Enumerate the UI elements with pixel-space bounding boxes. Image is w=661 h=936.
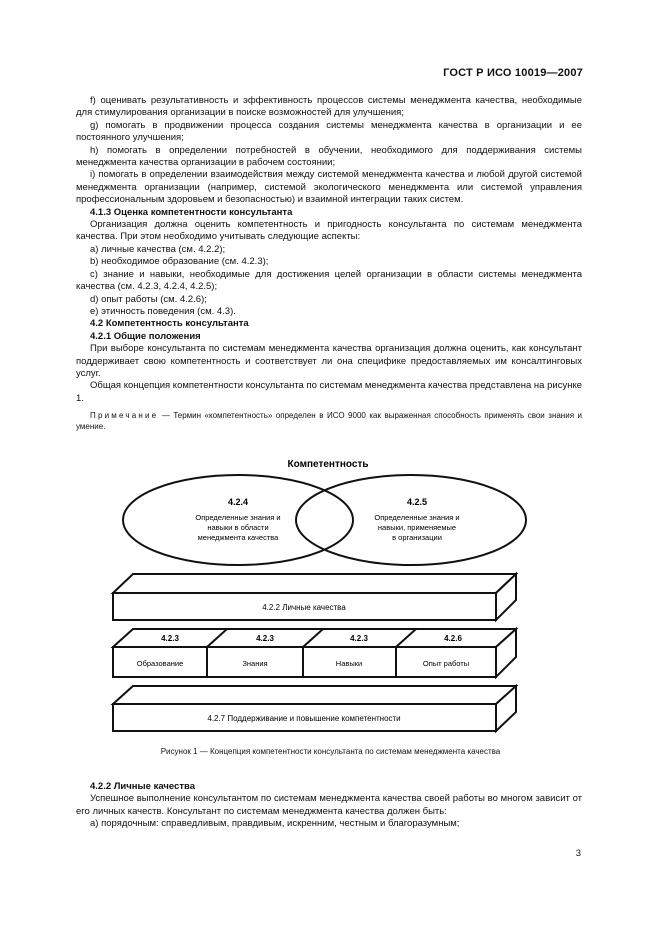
- box-maintain-label: 4.2.7 Поддерживание и повышение компетентности: [207, 714, 401, 723]
- paragraph: При выборе консультанта по системам менеджмента качества организация должна оценить, как консультант поддерживает свою компетентность и соответствует ли она специфике предоставляемых им консалтинговых услуг.: [76, 343, 582, 379]
- note-label: Примечание: [90, 411, 159, 421]
- cell-label-education: Образование: [136, 659, 184, 668]
- ellipse-right-line: Определенные знания и: [374, 513, 460, 522]
- cell-label-skills: Навыки: [335, 659, 363, 668]
- cell-number-skills: 4.2.3: [350, 634, 368, 643]
- ellipse-left-line: навыки в области: [207, 523, 269, 532]
- list-item: e) этичность поведения (см. 4.3).: [90, 305, 236, 317]
- list-item: b) необходимое образование (см. 4.2.3);: [90, 256, 269, 268]
- cell-label-experience: Опыт работы: [422, 659, 470, 668]
- section-heading-4-2: 4.2 Компетентность консультанта: [90, 318, 249, 330]
- paragraph: Успешное выполнение консультантом по системам менеджмента качества своей работы во многом зависит от его личных качеств. Консультант по системам менеджмента качества должен быть:: [76, 793, 582, 817]
- list-item: g) помогать в продвижении процесса создания системы менеджмента качества в организации и ее постоянного улучшения;: [76, 119, 582, 144]
- list-item: i) помогать в определении взаимодействия между системой менеджмента качества и любой другой системой менеджмента организации (например, системой экологического менеджмента или системой управления профессиональным здоровьем и безопасностью) и взаимной интеграции таких систем.: [76, 169, 582, 206]
- page-number: 3: [575, 848, 581, 859]
- box-personal-qualities: [113, 574, 516, 620]
- section-heading-4-2-1: 4.2.1 Общие положения: [90, 330, 201, 342]
- list-item: a) личные качества (см. 4.2.2);: [90, 243, 226, 255]
- cell-number-knowledge: 4.2.3: [256, 634, 274, 643]
- list-item: c) знание и навыки, необходимые для достижения целей организации в области системы менеджмента качества (см. 4.2.3, 4.2.4, 4.2.5);: [76, 268, 582, 293]
- body-text-continued: [76, 781, 582, 831]
- ellipse-left-line: Определенные знания и: [195, 513, 281, 522]
- note-text: — Термин «компетентность» определен в ИСО 9000 как выраженная способность применять свои знания и умение.: [76, 411, 582, 432]
- list-item: d) опыт работы (см. 4.2.6);: [90, 293, 207, 305]
- cell-label-knowledge: Знания: [242, 659, 268, 668]
- cell-number-experience: 4.2.6: [444, 634, 462, 643]
- paragraph: Организация должна оценить компетентность и пригодность консультанта по системам менеджмента качества. При этом необходимо учитывать следующие аспекты:: [76, 219, 582, 243]
- figure-title: Компетентность: [287, 459, 369, 470]
- ellipse-right-line: в организации: [392, 533, 442, 542]
- box-personal-label: 4.2.2 Личные качества: [262, 603, 346, 612]
- paragraph: Общая концепция компетентности консультанта по системам менеджмента качества представлена на рисунке 1.: [76, 380, 582, 404]
- ellipse-right-line: навыки, применяемые: [377, 523, 457, 532]
- standard-header: ГОСТ Р ИСО 10019—2007: [443, 67, 583, 79]
- section-heading-4-1-3: 4.1.3 Оценка компетентности консультанта: [90, 206, 293, 218]
- ellipse-left-line: менеджмента качества: [197, 533, 279, 542]
- box-maintain-competence: [113, 686, 516, 731]
- ellipse-right-number: 4.2.5: [406, 497, 428, 507]
- list-item: h) помогать в определении потребностей в обучении, необходимого для поддерживания системы менеджмента качества организации в рабочем состоянии;: [76, 144, 582, 169]
- list-item: f) оценивать результативность и эффективность процессов системы менеджмента качества, необходимые для стимулирования организации в поиске возможностей для улучшения;: [76, 95, 582, 119]
- ellipse-left-number: 4.2.4: [227, 497, 249, 507]
- list-item: a) порядочным: справедливым, правдивым, искренним, честным и благоразумным;: [90, 818, 460, 830]
- section-heading-4-2-2: 4.2.2 Личные качества: [90, 781, 195, 792]
- figure-caption: Рисунок 1 — Концепция компетентности консультанта по системам менеджмента качества: [160, 747, 501, 756]
- cell-number-education: 4.2.3: [161, 634, 179, 643]
